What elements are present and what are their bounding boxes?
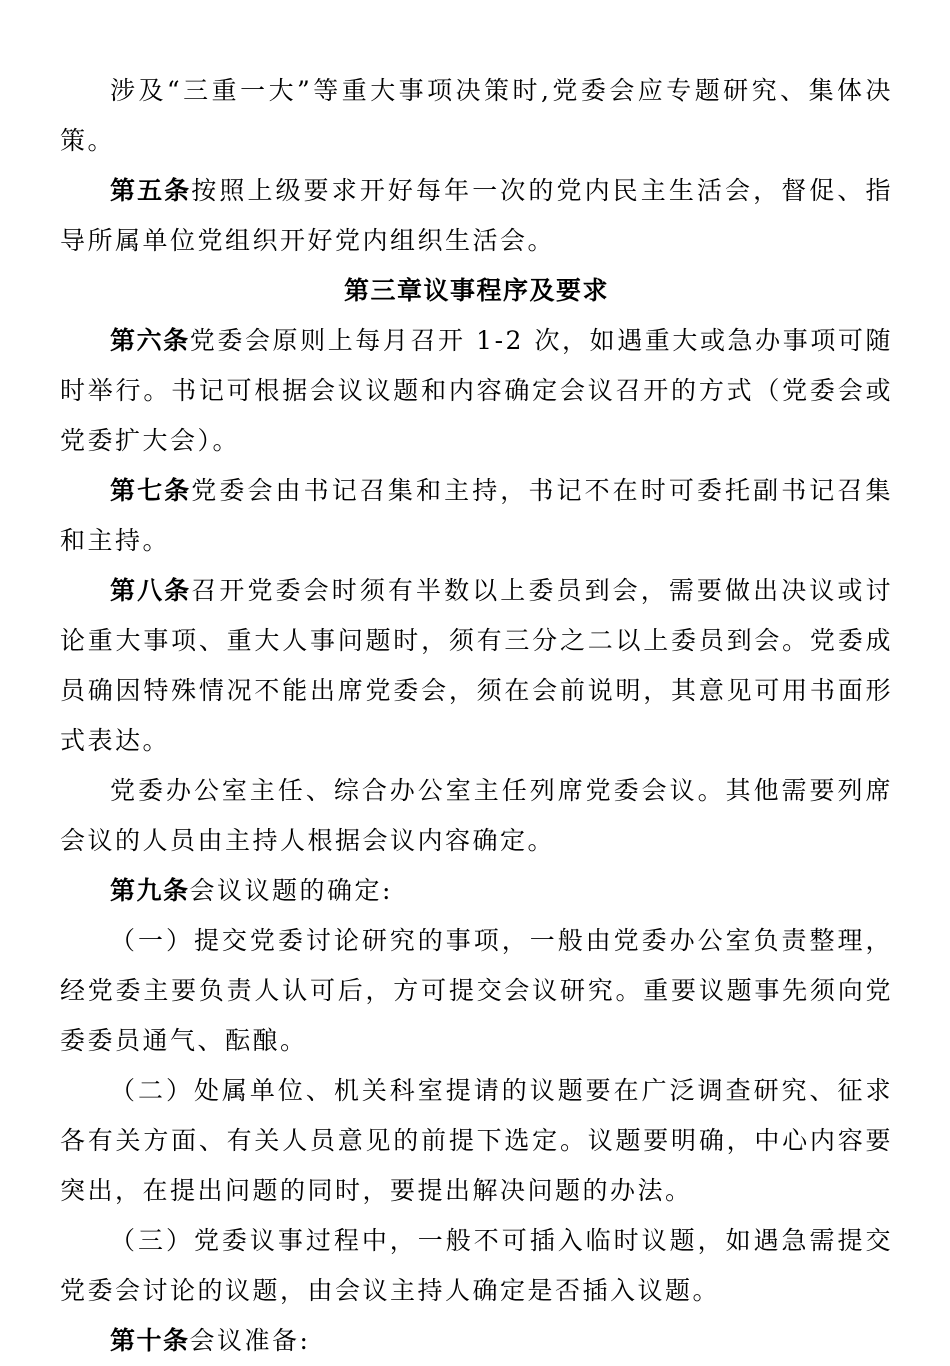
article-5: [60, 166, 893, 266]
article-8: [60, 566, 893, 766]
article-9-item-1: （一）提交党委讨论研究的事项，一般由党委办公室负责整理，经党委主要负责人认可后，方可提交会议研究。重要议题事先须向党委委员通气、酝酿。: [60, 926, 893, 1055]
article-5-title: 第五条: [110, 176, 192, 205]
paragraph-attendees: 党委办公室主任、综合办公室主任列席党委会议。其他需要列席会议的人员由主持人根据会议内容确定。: [60, 776, 893, 855]
document-page: [60, 66, 893, 1366]
article-9-text: 会议议题的确定:: [189, 876, 393, 905]
article-6-text: 党委会原则上每月召开 1-2 次，如遇重大或急办事项可随时举行。书记可根据会议议题和内容确定会议召开的方式（党委会或党委扩大会）。: [60, 326, 893, 455]
article-9: [60, 866, 893, 916]
article-9-item-3: （三）党委议事过程中，一般不可插入临时议题，如遇急需提交党委会讨论的议题，由会议主持人确定是否插入议题。: [60, 1226, 893, 1305]
article-6: [60, 316, 893, 466]
paragraph-major-matters: 涉及“三重一大”等重大事项决策时,党委会应专题研究、集体决策。: [60, 76, 893, 155]
article-10-title: 第十条: [110, 1326, 190, 1355]
article-7-text: 党委会由书记召集和主持，书记不在时可委托副书记召集和主持。: [60, 476, 893, 555]
article-6-title: 第六条: [110, 326, 190, 355]
article-9-title: 第九条: [110, 876, 190, 905]
article-7-title: 第七条: [110, 476, 192, 505]
article-5-text: 按照上级要求开好每年一次的党内民主生活会，督促、指导所属单位党组织开好党内组织生活会。: [60, 176, 893, 255]
article-10: [60, 1316, 893, 1366]
chapter-3-heading: 第三章议事程序及要求: [343, 276, 609, 305]
article-9-item-2: （二）处属单位、机关科室提请的议题要在广泛调查研究、征求各有关方面、有关人员意见的前提下选定。议题要明确，中心内容要突出，在提出问题的同时，要提出解决问题的办法。: [60, 1076, 893, 1205]
article-7: [60, 466, 893, 566]
article-10-text: 会议准备:: [189, 1326, 311, 1355]
article-8-title: 第八条: [110, 576, 192, 605]
article-8-text: 召开党委会时须有半数以上委员到会，需要做出决议或讨论重大事项、重大人事问题时，须有三分之二以上委员到会。党委成员确因特殊情况不能出席党委会，须在会前说明，其意见可用书面形式表达。: [60, 576, 893, 755]
